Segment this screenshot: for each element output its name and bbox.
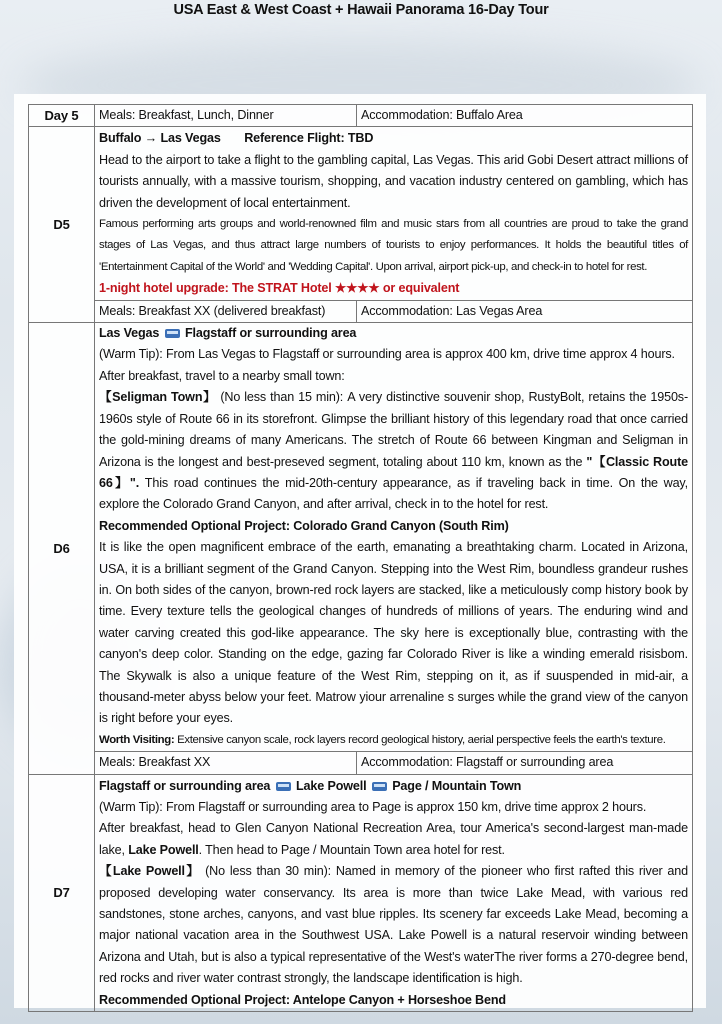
d6-accommodation: Accommodation: Flagstaff or surrounding area bbox=[357, 752, 693, 774]
d6-intro: After breakfast, travel to a nearby small town: bbox=[99, 368, 345, 383]
d5-description-2: Famous performing arts groups and world-renowned film and music stars from all countries are proud to take the grand stages of Las Vegas, and thus attract large numbers of tourists to enjoy performances. It holds the beautiful titles of 'Entertainment Capital of the World' and 'Wedding Capital'. Upon arrival, airport pick-up, and check-in to hotel for rest. bbox=[99, 218, 688, 273]
d5-flight: Reference Flight: TBD bbox=[244, 131, 374, 146]
bus-icon bbox=[276, 782, 291, 791]
d6-route-to: Flagstaff or surrounding area bbox=[184, 326, 357, 341]
d5-meals: Meals: Breakfast XX (delivered breakfast) bbox=[95, 300, 357, 322]
d6-optional-body: It is like the open magnificent embrace of the earth, emanating a breathtaking charm. Located in Arizona, USA, it is a brilliant segment of the Grand Canyon. Stepping into the West Rim, boundless grandeur rushes in. On both sides of the canyon, brown-red rock layers are stacked, like a meticulously comp history book by time. Every texture tells the geological changes of hundreds of millions of years. The enduring wind and water carving created this god-like appearance. The sky here is exceptionally blue, contrasting with the canyon's deep color. Standing on the edge, gazing far Colorado River is like a winding emerald risisbom. The Skywalk is also a unique feature of the West Rim, stepping on it, as if suuspended in mid-air, a thousand-meter abyss below your feet. Matrow yiour arrenaline s surges while the grand view of the canyon is right before your eyes. bbox=[99, 540, 688, 726]
d7-route-line bbox=[99, 776, 688, 797]
d6-tip: (Warm Tip): From Las Vegas to Flagstaff or surrounding area is approx 400 km, drive time approx 4 hours. bbox=[99, 347, 675, 362]
d7-lake-title: 【Lake Powell】 bbox=[99, 864, 201, 879]
d6-classic-route: "【Classic Route 66】". bbox=[99, 454, 688, 490]
d6-worth-label: Worth Visiting: bbox=[99, 733, 175, 746]
d7-detail-row bbox=[29, 774, 693, 1011]
d6-worth-visiting bbox=[99, 730, 688, 751]
d5-summary-row bbox=[29, 300, 693, 322]
d6-label: D6 bbox=[29, 323, 95, 775]
d6-seligman-body: (No less than 15 min): A very distinctive souvenir shop, RustyBolt, retains the 1950s-1960s style of Route 66 in its storefront. Glimpse the brilliant history of this legendary road that once carried the gold-mining dreams of many Americans. The stretch of Route 66 between Kingman and Seligman in Arizona is the longest and best-preseved segment, totaling about 110 km, known as the bbox=[99, 390, 688, 469]
d6-detail-row bbox=[29, 323, 693, 752]
d7-label: D7 bbox=[29, 774, 95, 1011]
d7-lake-body: (No less than 30 min): Named in memory of the pioneer who first rafted this river and proposed developing water conservancy. Its area is more than twice Lake Mead, with various red sandstones, stone arches, canyons, and vast blue ripples. Its scenery far exceeds Lake Mead, becoming a major national vacation area in the Southwest USA. Lake Powell is a natural reservoir winding between Arizona and Utah, but is also a typical representative of the West's waterThe river forms a 270-degree bend, red rocks and river water contrast strongly, the landscape identification is high. bbox=[99, 864, 688, 986]
d6-classic-after: This road continues the mid-20th-century appearance, as if traveling back in time. On the way, explore the Colorado Grand Canyon, and after arrival, check in to the hotel for rest. bbox=[99, 475, 688, 512]
bus-icon bbox=[372, 782, 387, 791]
d6-route-line bbox=[99, 323, 688, 344]
d5-accommodation: Accommodation: Las Vegas Area bbox=[357, 300, 693, 322]
d6-optional-title: Recommended Optional Project: Colorado Grand Canyon (South Rim) bbox=[99, 518, 509, 533]
day5-accommodation: Accommodation: Buffalo Area bbox=[357, 105, 693, 127]
d5-route-line bbox=[99, 128, 688, 149]
d7-intro bbox=[99, 818, 688, 861]
d7-tip: (Warm Tip): From Flagstaff or surrounding area to Page is approx 150 km, drive time approx 2 hours. bbox=[99, 800, 647, 814]
d7-intro-a: After breakfast, head to Glen Canyon National Recreation Area, tour America's second-largest man-made lake, bbox=[99, 821, 688, 857]
d7-lake-powell bbox=[99, 861, 688, 989]
bus-icon bbox=[165, 329, 180, 338]
d7-route-b: Lake Powell bbox=[296, 778, 367, 793]
page-title: USA East & West Coast + Hawaii Panorama 16-Day Tour bbox=[173, 2, 549, 18]
d5-route: Buffalo → Las Vegas bbox=[99, 131, 221, 146]
day5-label: Day 5 bbox=[29, 105, 95, 127]
d5-label: D5 bbox=[29, 127, 95, 323]
d7-intro-b: . Then head to Page / Mountain Town area hotel for rest. bbox=[198, 842, 505, 857]
d6-meals: Meals: Breakfast XX bbox=[95, 752, 357, 774]
d6-seligman-title: 【Seligman Town】 bbox=[99, 390, 217, 405]
d6-worth-body: Extensive canyon scale, rock layers record geological history, aerial perspective feels the earth's texture. bbox=[174, 733, 666, 746]
d5-hotel-upgrade: 1-night hotel upgrade: The STRAT Hotel ★★★★ or equivalent bbox=[99, 281, 460, 296]
d6-route-from: Las Vegas bbox=[99, 326, 160, 341]
day5-summary-row bbox=[29, 105, 693, 127]
d7-intro-lake: Lake Powell bbox=[128, 842, 199, 857]
d7-route-c: Page / Mountain Town bbox=[392, 778, 522, 793]
d6-summary-row bbox=[29, 752, 693, 774]
d5-detail-row bbox=[29, 127, 693, 300]
day5-meals: Meals: Breakfast, Lunch, Dinner bbox=[95, 105, 357, 127]
d7-route-a: Flagstaff or surrounding area bbox=[99, 778, 271, 793]
d6-seligman bbox=[99, 387, 688, 515]
itinerary-table bbox=[28, 104, 693, 1012]
d5-description: Head to the airport to take a flight to the gambling capital, Las Vegas. This arid Gobi Desert attract millions of tourists annually, with a massive tourism, shopping, and vacation industry centered on gambling, which has driven the development of local entertainment. bbox=[99, 152, 688, 210]
d7-optional-title: Recommended Optional Project: Antelope Canyon + Horseshoe Bend bbox=[99, 992, 506, 1007]
